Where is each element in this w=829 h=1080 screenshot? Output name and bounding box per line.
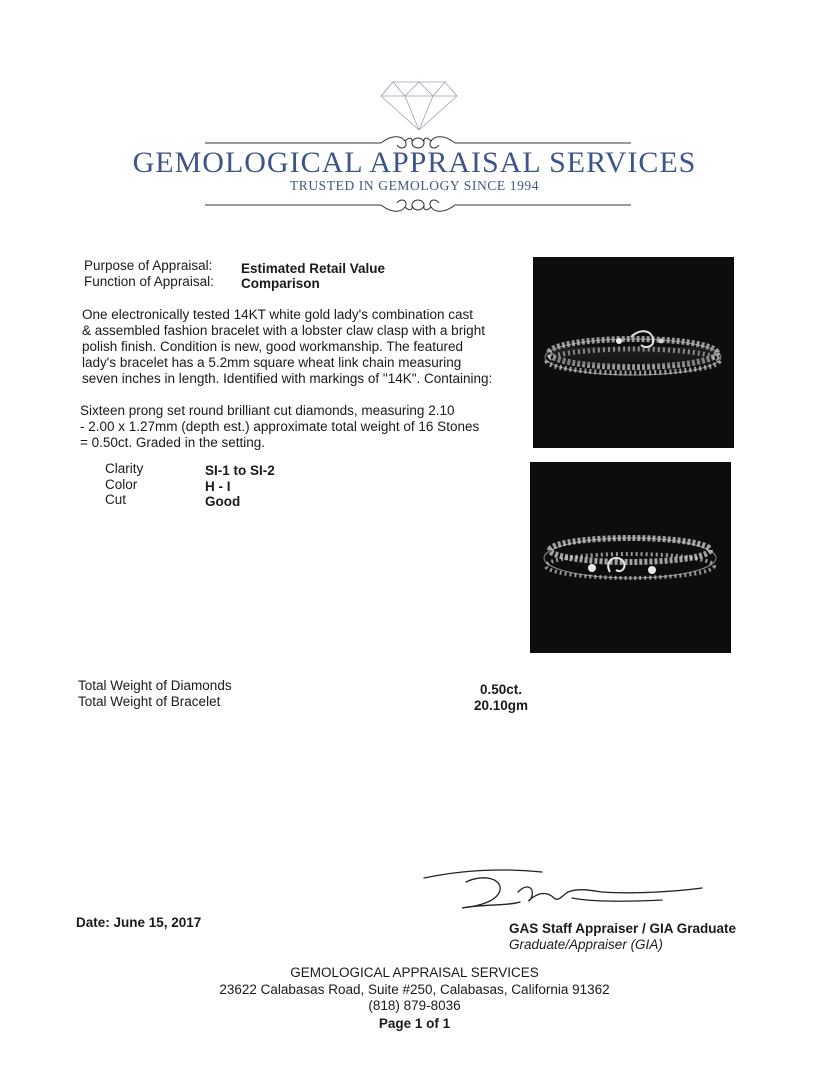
purpose-label: Purpose of Appraisal: [84, 258, 213, 273]
footer-address: 23622 Calabasas Road, Suite #250, Calabasas, California 91362 [219, 982, 610, 997]
footer-phone: (818) 879-8036 [368, 998, 461, 1013]
appraisal-date: Date: June 15, 2017 [76, 915, 202, 930]
cut-value: Good [205, 494, 241, 509]
color-label: Color [105, 477, 138, 492]
clarity-label: Clarity [105, 461, 144, 476]
description-line: polish finish. Condition is new, good workmanship. The featured [82, 339, 463, 354]
total-bracelet-value: 20.10gm [474, 698, 529, 713]
total-diamonds-label: Total Weight of Diamonds [78, 678, 232, 693]
page-number: Page 1 of 1 [378, 1016, 451, 1031]
total-diamonds-value: 0.50ct. [480, 682, 523, 697]
bracelet-photo-2 [530, 462, 731, 653]
color-value: H - I [205, 479, 231, 494]
footer-company: GEMOLOGICAL APPRAISAL SERVICES [290, 965, 539, 980]
diamond-logo-icon [379, 80, 459, 132]
description-line: seven inches in length. Identified with markings of "14K". Containing: [82, 371, 493, 386]
bracelet-image [530, 462, 731, 653]
company-name-heading: GEMOLOGICAL APPRAISAL SERVICES [132, 146, 697, 179]
diamond-line: = 0.50ct. Graded in the setting. [80, 435, 265, 450]
clarity-value: SI-1 to SI-2 [205, 463, 275, 478]
description-paragraph [82, 307, 492, 387]
total-bracelet-label: Total Weight of Bracelet [78, 694, 221, 709]
diamond-line: Sixteen prong set round brilliant cut diamonds, measuring 2.10 [80, 403, 455, 418]
bracelet-image [533, 257, 734, 448]
appraiser-subtitle: Graduate/Appraiser (GIA) [509, 937, 663, 952]
purpose-value: Estimated Retail Value [241, 261, 386, 276]
appraiser-title: GAS Staff Appraiser / GIA Graduate [509, 921, 737, 936]
cut-label: Cut [105, 492, 127, 507]
description-line: One electronically tested 14KT white gold lady's combination cast [82, 307, 474, 322]
description-line: lady's bracelet has a 5.2mm square wheat link chain measuring [82, 355, 462, 370]
function-value: Comparison [241, 276, 320, 291]
bracelet-photo-1 [533, 257, 734, 448]
diamond-line: - 2.00 x 1.27mm (depth est.) approximate total weight of 16 Stones [80, 419, 480, 434]
bottom-divider-ornament [205, 193, 631, 217]
description-line: & assembled fashion bracelet with a lobster claw clasp with a bright [82, 323, 485, 338]
diamond-paragraph [80, 403, 479, 451]
company-tagline: TRUSTED IN GEMOLOGY SINCE 1994 [289, 178, 540, 193]
function-label: Function of Appraisal: [84, 274, 214, 289]
appraiser-signature [422, 862, 722, 914]
